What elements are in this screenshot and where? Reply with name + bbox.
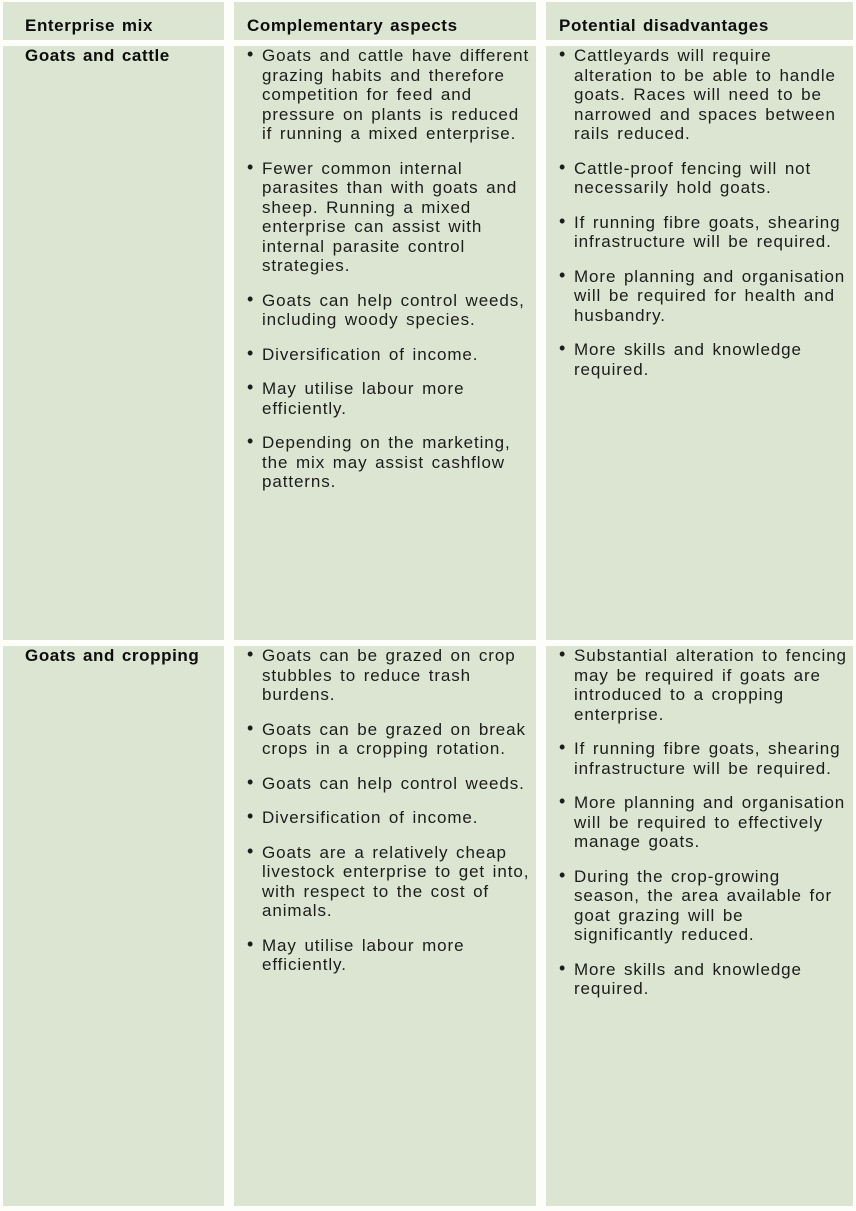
cell-cattle-disadvantages (546, 46, 853, 640)
bullet-item: • During the crop-growing season, the area available for goat grazing will be significantly reduced. (559, 867, 847, 945)
column-header-label: Enterprise mix (25, 16, 154, 35)
bullet-item: • Goats can help control weeds, including woody species. (247, 291, 530, 330)
bullet-list (234, 46, 536, 492)
bullet-item: • More planning and organisation will be required to effectively manage goats. (559, 793, 847, 852)
column-header-complementary-aspects (234, 2, 536, 40)
column-header-label: Potential disadvantages (559, 16, 769, 35)
column-header-label: Complementary aspects (247, 16, 458, 35)
cell-cropping-disadvantages (546, 646, 853, 1206)
bullet-item: • Goats can be grazed on crop stubbles to reduce trash burdens. (247, 646, 530, 705)
bullet-item: • More planning and organisation will be required for health and husbandry. (559, 267, 847, 326)
bullet-item: • If running fibre goats, shearing infrastructure will be required. (559, 739, 847, 778)
bullet-list (234, 646, 536, 975)
bullet-item: • May utilise labour more efficiently. (247, 379, 530, 418)
bullet-item: • Diversification of income. (247, 808, 530, 828)
bullet-list (546, 646, 853, 999)
bullet-item: • More skills and knowledge required. (559, 340, 847, 379)
row-label-text: Goats and cattle (25, 46, 170, 65)
column-header-potential-disadvantages (546, 2, 853, 40)
column-header-enterprise-mix (3, 2, 224, 40)
bullet-item: • Goats can be grazed on break crops in a cropping rotation. (247, 720, 530, 759)
bullet-item: • Goats are a relatively cheap livestock enterprise to get into, with respect to the cost of animals. (247, 843, 530, 921)
bullet-item: • May utilise labour more efficiently. (247, 936, 530, 975)
bullet-item: • If running fibre goats, shearing infrastructure will be required. (559, 213, 847, 252)
bullet-item: • Substantial alteration to fencing may be required if goats are introduced to a cropping enterprise. (559, 646, 847, 724)
bullet-item: • Diversification of income. (247, 345, 530, 365)
bullet-item: • Fewer common internal parasites than with goats and sheep. Running a mixed enterprise can assist with internal parasite control strategies. (247, 159, 530, 276)
bullet-item: • Goats can help control weeds. (247, 774, 530, 794)
row-label-goats-and-cattle (3, 46, 224, 640)
cell-cattle-complementary (234, 46, 536, 640)
bullet-item: • Goats and cattle have different grazing habits and therefore competition for feed and pressure on plants is reduced if running a mixed enterprise. (247, 46, 530, 144)
bullet-list (546, 46, 853, 379)
bullet-item: • Cattle-proof fencing will not necessarily hold goats. (559, 159, 847, 198)
bullet-item: • Depending on the marketing, the mix may assist cashflow patterns. (247, 433, 530, 492)
row-label-goats-and-cropping (3, 646, 224, 1206)
row-label-text: Goats and cropping (25, 646, 200, 665)
bullet-item: • More skills and knowledge required. (559, 960, 847, 999)
bullet-item: • Cattleyards will require alteration to be able to handle goats. Races will need to be narrowed and spaces between rails reduced. (559, 46, 847, 144)
cell-cropping-complementary (234, 646, 536, 1206)
